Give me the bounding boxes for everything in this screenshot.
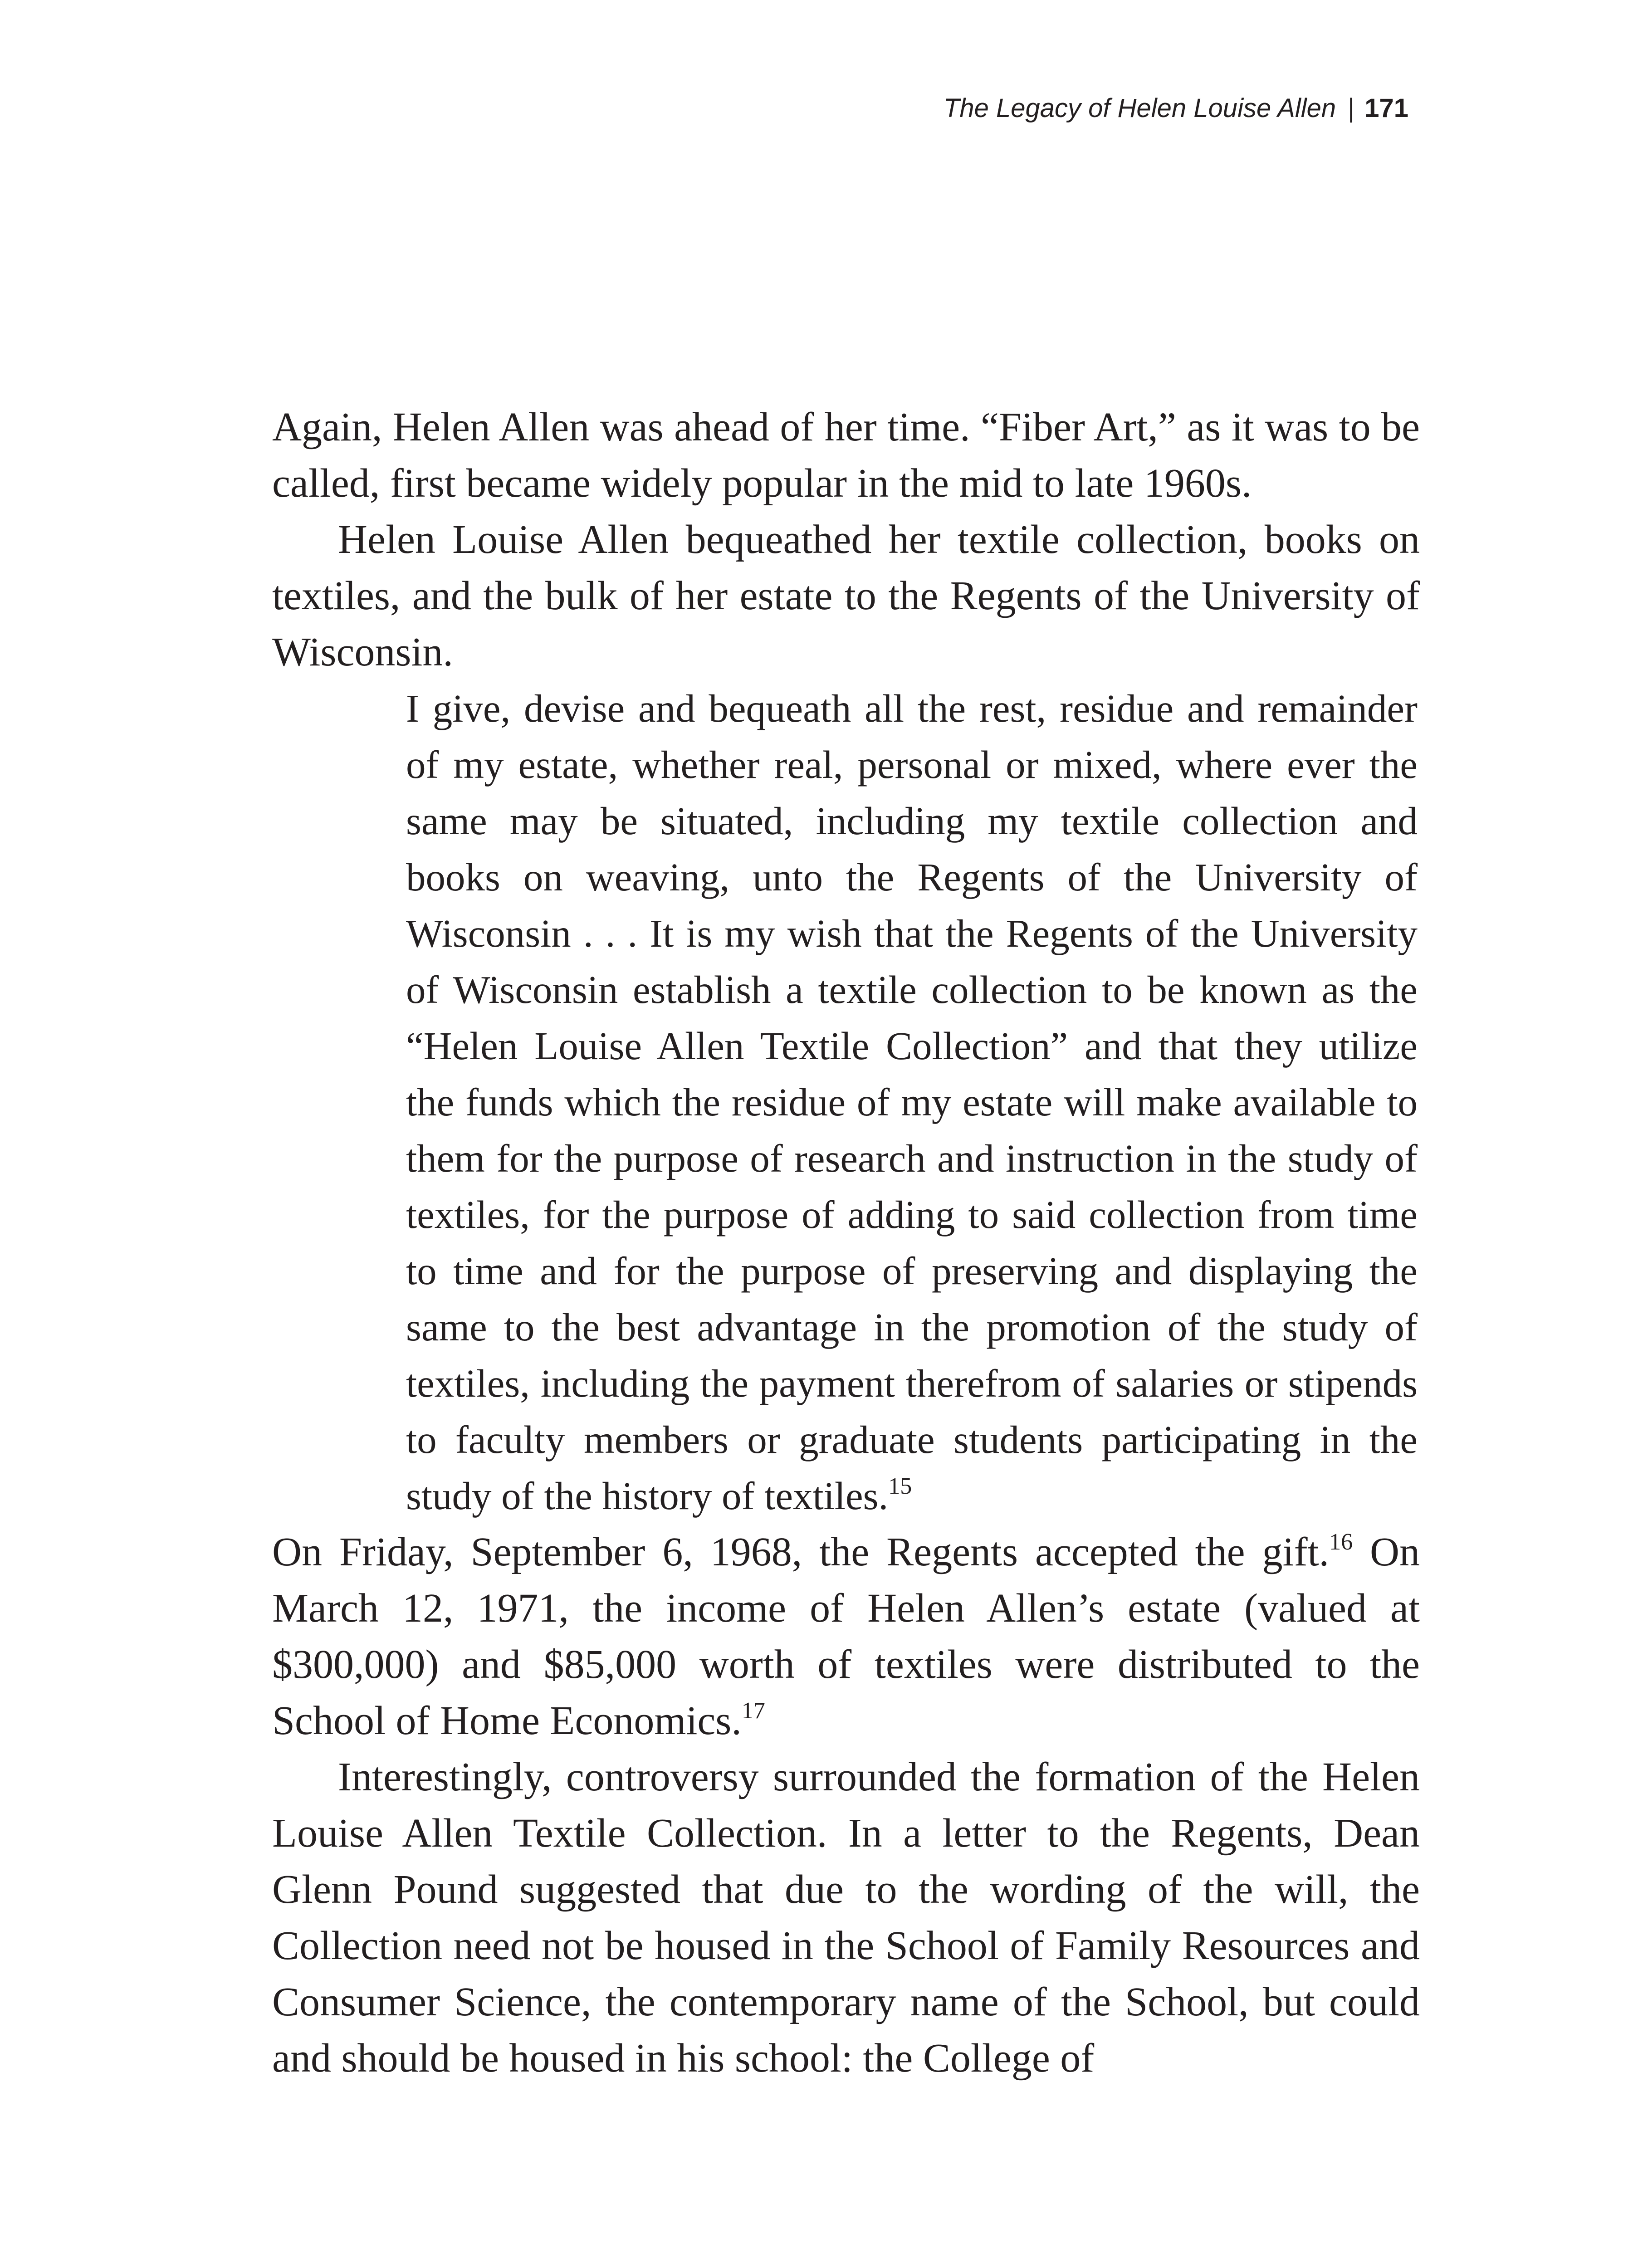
paragraph-regents-text-2: On March 12, 1971, the income of Helen Allen’s estate (valued at $300,000) and $85,000 worth of textiles were distributed to the School of Home Economics. — [272, 1530, 1420, 1743]
paragraph-fiber-art: Again, Helen Allen was ahead of her time. “Fiber Art,” as it was to be called, first became widely popular in the mid to late 1960s. — [272, 405, 1420, 506]
footnote-ref-16: 16 — [1329, 1529, 1353, 1555]
page-number: 171 — [1364, 93, 1408, 123]
footnote-ref-15: 15 — [888, 1473, 912, 1499]
header-separator: | — [1348, 93, 1355, 123]
paragraph-bequest: Helen Louise Allen bequeathed her textile collection, books on textiles, and the bulk of her estate to the Regents of the University of Wisconsin. — [272, 517, 1420, 675]
running-title: The Legacy of Helen Louise Allen — [943, 93, 1336, 123]
paragraph-controversy: Interestingly, controversy surrounded the formation of the Helen Louise Allen Textile Collection. In a letter to the Regents, Dean Glenn Pound suggested that due to the wording of the will, the Collection need not be housed in the School of Family Resources and Consumer Science, the contemporary name of the School, but could and should be housed in his school: the College of — [272, 1755, 1420, 2081]
paragraph-regents-accepted — [272, 1524, 1420, 1749]
body-text — [272, 399, 1420, 2087]
will-block-quote — [406, 680, 1418, 1524]
footnote-ref-17: 17 — [741, 1698, 765, 1724]
paragraph-regents-text-1: On Friday, September 6, 1968, the Regents accepted the gift. — [272, 1530, 1330, 1574]
will-quote-text: I give, devise and bequeath all the rest, residue and remainder of my estate, whether real, personal or mixed, where ever the same may be situated, including my textile collection and books on weaving, unto the Regents of the University of Wisconsin . . . It is my wish that the Regents of the University of Wisconsin establish a textile collection to be known as the “Helen Louise Allen Textile Collection” and that they utilize the funds which the residue of my estate will make available to them for the purpose of research and instruction in the study of textiles, for the purpose of adding to said collection from time to time and for the purpose of preserving and displaying the same to the best advantage in the promotion of the study of textiles, including the payment therefrom of salaries or stipends to faculty members or graduate students participating in the study of the history of textiles. — [406, 686, 1418, 1518]
running-header — [944, 93, 1408, 123]
